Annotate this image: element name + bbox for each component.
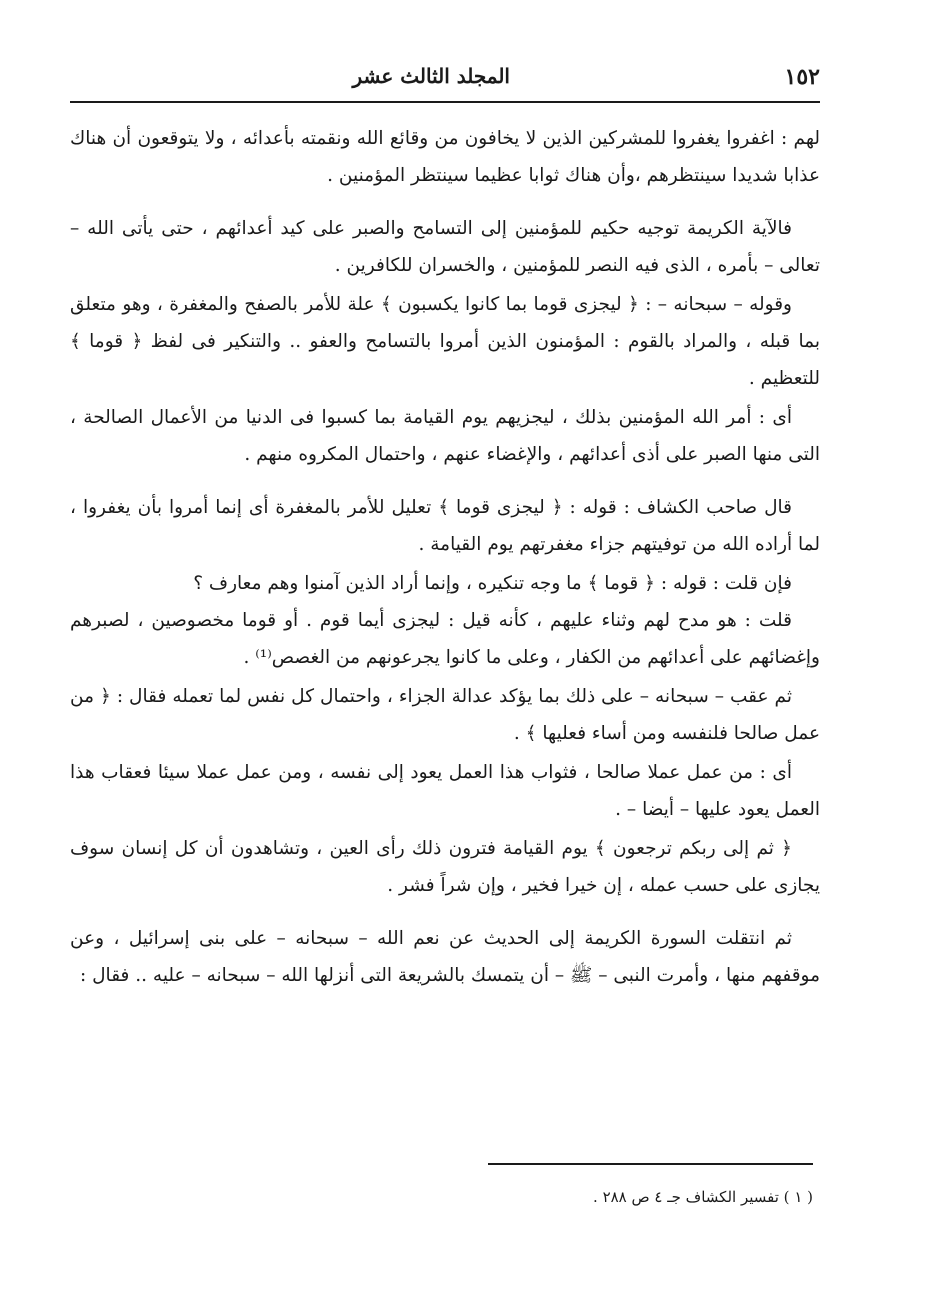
paragraph: قال صاحب الكشاف : قوله : ﴿ ليجزى قوما ﴾ تعليل للأمر بالمغفرة أى إنما أمروا بأن يغفروا ، لما أراده الله من توفيتهم جزاء مغفرتهم يوم القيامة . [70,497,820,555]
paragraph: ﴿ ثم إلى ربكم ترجعون ﴾ يوم القيامة فترون ذلك رأى العين ، وتشاهدون أن كل إنسان سوف يجازى على حسب عمله ، إن خيرا فخير ، وإن شراً فشر . [70,838,820,896]
paragraph: وقوله – سبحانه – : ﴿ ليجزى قوما بما كانوا يكسبون ﴾ علة للأمر بالصفح والمغفرة ، وهو متعلق بما قبله ، والمراد بالقوم : المؤمنون الذين أمروا بالتسامح والعفو .. والتنكير فى لفظ ﴿ قوما ﴾ للتعظيم . [70,294,820,389]
footnote-rule [488,1163,813,1165]
paragraph: فالآية الكريمة توجيه حكيم للمؤمنين إلى التسامح والصبر على كيد أعدائهم ، حتى يأتى الله – تعالى – بأمره ، الذى فيه النصر للمؤمنين ، والخسران للكافرين . [70,218,820,276]
header-rule [70,101,820,103]
paragraph: أى : أمر الله المؤمنين بذلك ، ليجزيهم يوم القيامة بما كسبوا فى الدنيا من الأعمال الصالحة ، التى منها الصبر على أذى أعدائهم ، والإغضاء عنهم ، واحتمال المكروه منهم . [70,407,820,465]
page-header [70,62,820,96]
paragraph: ثم عقب – سبحانه – على ذلك بما يؤكد عدالة الجزاء ، واحتمال كل نفس لما تعمله فقال : ﴿ من عمل صالحا فلنفسه ومن أساء فعليها ﴾ . [70,686,820,744]
running-title: المجلد الثالث عشر [352,64,510,88]
paragraph: ثم انتقلت السورة الكريمة إلى الحديث عن نعم الله – سبحانه – على بنى إسرائيل ، وعن موقفهم منها ، وأمرت النبى – ﷺ – أن يتمسك بالشريعة التى أنزلها الله – سبحانه – عليه .. فقال : [70,928,820,986]
paragraph: لهم : اغفروا يغفروا للمشركين الذين لا يخافون من وقائع الله ونقمته بأعدائه ، ولا يتوقعون أن هناك عذابا شديدا سينتظرهم ،وأن هناك ثوابا عظيما سينتظر المؤمنين . [70,128,820,186]
paragraph: أى : من عمل عملا صالحا ، فثواب هذا العمل يعود إلى نفسه ، ومن عمل عملا سيئا فعقاب هذا العمل يعود عليها – أيضا – . [70,762,820,820]
paragraph: فإن قلت : قوله : ﴿ قوما ﴾ ما وجه تنكيره ، وإنما أراد الذين آمنوا وهم معارف ؟ [193,573,792,594]
body-text [70,120,820,994]
paragraph: قلت : هو مدح لهم وثناء عليهم ، كأنه قيل : ليجزى أيما قوم . أو قوما مخصوصين ، لصبرهم وإغضائهم على أعدائهم من الكفار ، وعلى ما كانوا يجرعونهم من الغصص⁽¹⁾ . [70,610,820,668]
footnote: ( ١ ) تفسير الكشاف جـ ٤ ص ٢٨٨ . [593,1188,813,1206]
page-number: ١٥٢ [784,64,820,90]
